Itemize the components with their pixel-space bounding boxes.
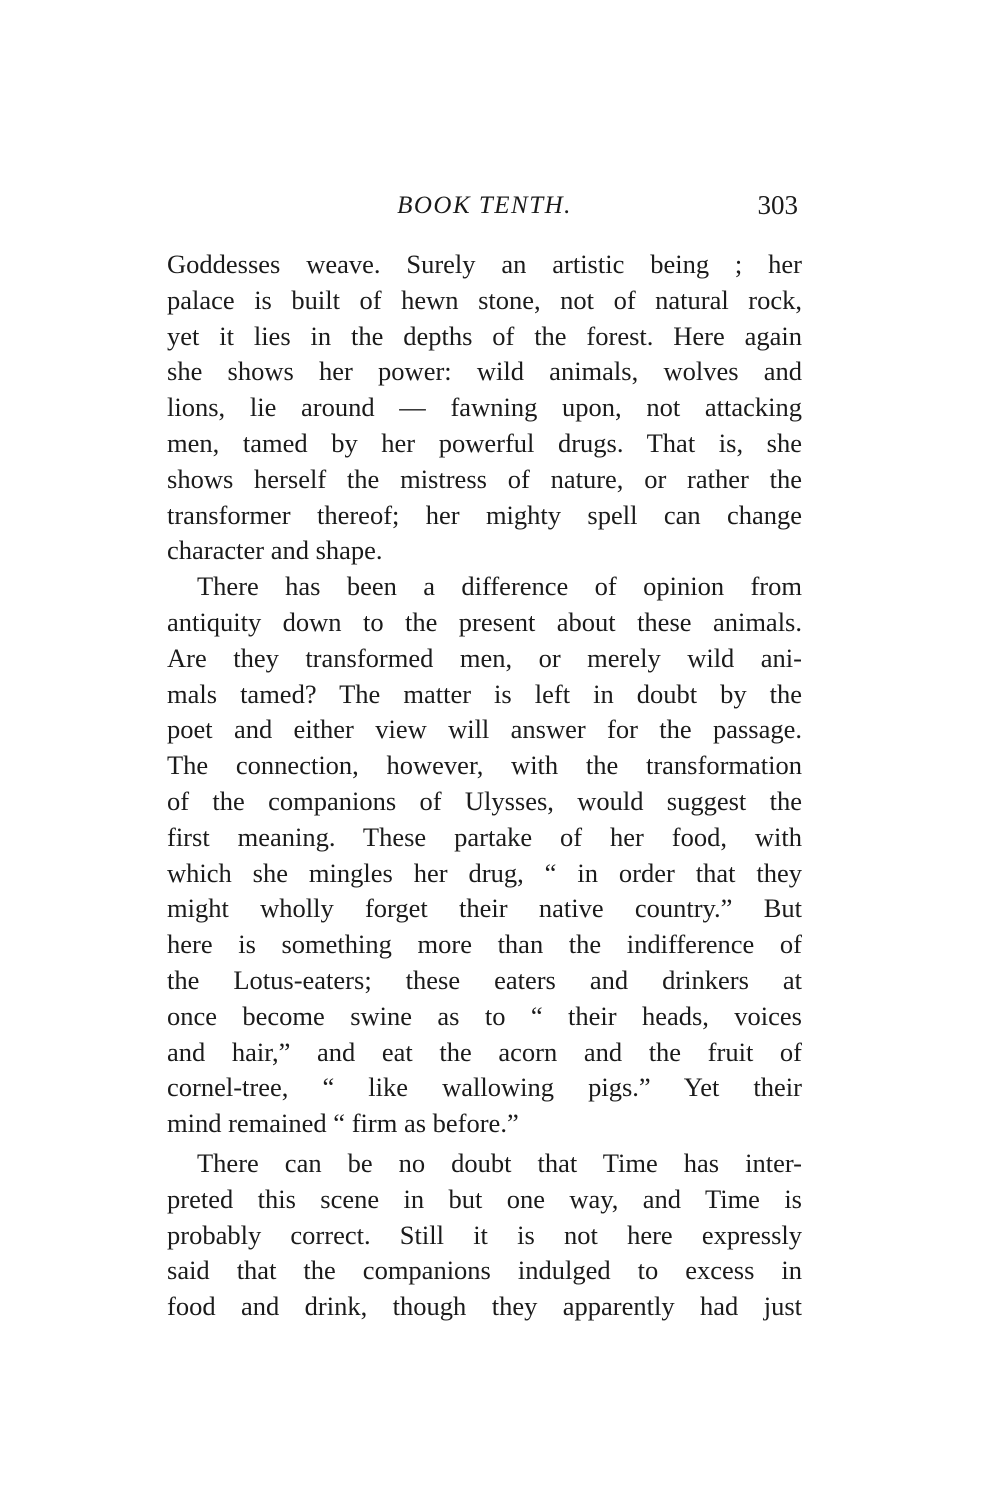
text-line: character and shape. bbox=[167, 535, 383, 566]
running-title: BOOK TENTH. bbox=[397, 192, 572, 219]
text-line: palace is built of hewn stone, not of natural rock, bbox=[167, 284, 802, 315]
text-line: transformer thereof; her mighty spell can change bbox=[167, 499, 802, 530]
text-line: mind remained “ firm as before.” bbox=[167, 1108, 519, 1139]
text-line: which she mingles her drug, “ in order that they bbox=[167, 857, 802, 888]
text-line: There can be no doubt that Time has inter- bbox=[197, 1147, 802, 1178]
text-line: here is something more than the indifference of bbox=[167, 929, 802, 960]
text-line: the Lotus-eaters; these eaters and drinkers at bbox=[167, 964, 802, 995]
text-line: probably correct. Still it is not here expressly bbox=[167, 1219, 802, 1250]
text-line: of the companions of Ulysses, would suggest the bbox=[167, 785, 802, 816]
text-line: said that the companions indulged to excess in bbox=[167, 1255, 802, 1286]
text-line: Goddesses weave. Surely an artistic being ; her bbox=[167, 249, 802, 279]
text-line: and hair,” and eat the acorn and the fruit of bbox=[167, 1036, 802, 1067]
text-line: The connection, however, with the transformation bbox=[167, 750, 802, 781]
text-line: cornel-tree, “ like wallowing pigs.” Yet their bbox=[167, 1072, 802, 1103]
paragraph bbox=[167, 1146, 802, 1325]
text-line: men, tamed by her powerful drugs. That is, she bbox=[167, 427, 802, 458]
text-line: once become swine as to “ their heads, voices bbox=[167, 1000, 802, 1031]
paragraph bbox=[167, 247, 802, 569]
running-head bbox=[167, 186, 802, 230]
text-line: food and drink, though they apparently had just bbox=[167, 1291, 802, 1322]
paragraph bbox=[167, 569, 802, 1142]
page-number: 303 bbox=[757, 190, 798, 220]
text-line: preted this scene in but one way, and Time is bbox=[167, 1183, 802, 1214]
text-line: lions, lie around — fawning upon, not attacking bbox=[167, 392, 802, 423]
text-line: antiquity down to the present about these animals. bbox=[167, 606, 802, 637]
text-line: yet it lies in the depths of the forest. Here again bbox=[167, 320, 802, 351]
text-line: first meaning. These partake of her food, with bbox=[167, 821, 802, 852]
text-line: Are they transformed men, or merely wild ani- bbox=[167, 642, 802, 673]
text-line: mals tamed? The matter is left in doubt by the bbox=[167, 678, 802, 709]
text-line: might wholly forget their native country.” But bbox=[167, 893, 802, 924]
body-text bbox=[167, 247, 802, 1325]
text-line: poet and either view will answer for the passage. bbox=[167, 714, 802, 745]
text-line: There has been a difference of opinion from bbox=[197, 571, 802, 602]
text-line: she shows her power: wild animals, wolves and bbox=[167, 356, 802, 387]
text-line: shows herself the mistress of nature, or rather the bbox=[167, 463, 802, 494]
